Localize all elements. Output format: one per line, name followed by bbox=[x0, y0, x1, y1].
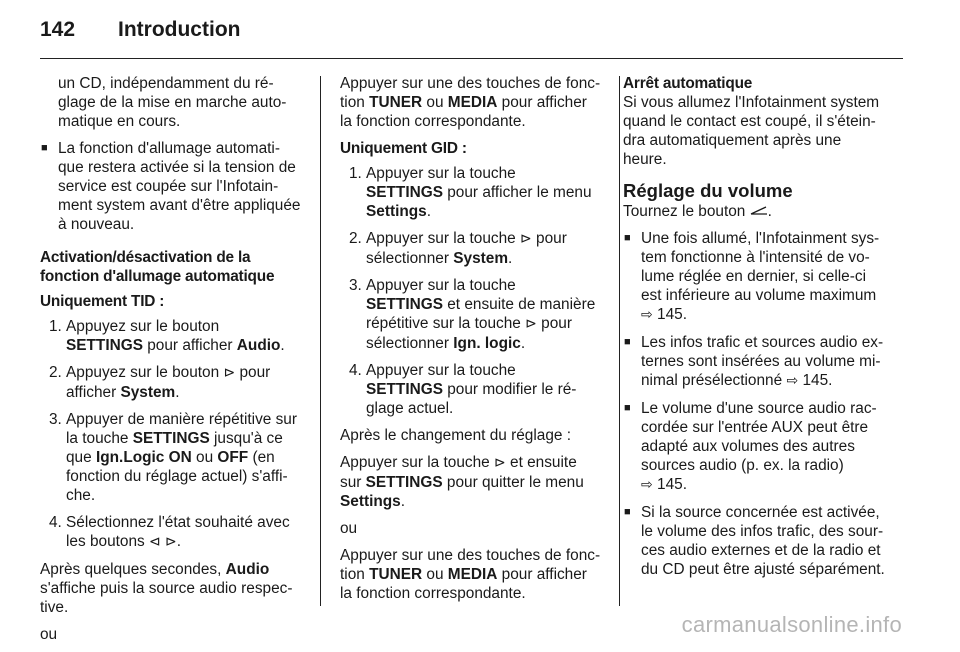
text: quand le contact est coupé, il s'étein- bbox=[623, 113, 876, 130]
text: Appuyez sur le bouton bbox=[66, 364, 224, 381]
text: nimal présélectionné bbox=[641, 372, 787, 389]
text-line: glage de la mise en marche auto- bbox=[58, 94, 287, 111]
text: Si vous allumez l'Infotainment system bbox=[623, 94, 880, 111]
text: . bbox=[175, 384, 180, 401]
text: . bbox=[520, 335, 526, 352]
paragraph: Après le changement du réglage : bbox=[340, 427, 572, 444]
keyword: Audio bbox=[236, 337, 281, 354]
paragraph: ou bbox=[340, 520, 358, 537]
text-line bbox=[66, 429, 308, 448]
page-title: Introduction bbox=[118, 18, 241, 41]
text-line: ces audio externes et de la radio et bbox=[641, 542, 881, 559]
text: sur bbox=[340, 474, 366, 491]
section-heading bbox=[40, 248, 308, 286]
text-line: que restera activée si la tension de bbox=[58, 159, 296, 176]
right-arrow-icon: ⊳ bbox=[223, 365, 236, 381]
keyword: SETTINGS bbox=[366, 381, 443, 398]
keyword: MEDIA bbox=[447, 566, 498, 583]
step-number: 4. bbox=[49, 514, 62, 531]
text-line bbox=[366, 295, 604, 314]
heading-line: fonction d'allumage automatique bbox=[40, 268, 275, 285]
column-divider-1 bbox=[320, 76, 321, 606]
step-number: 1. bbox=[49, 318, 62, 335]
text: Après quelques secondes, bbox=[40, 561, 226, 578]
text-line bbox=[641, 475, 905, 495]
column-divider-2 bbox=[619, 76, 620, 606]
right-arrow-icon: ⊳ bbox=[165, 534, 177, 550]
step-4 bbox=[340, 361, 604, 418]
step-number: 3. bbox=[49, 411, 62, 428]
text-line: ■ La fonction d'allumage automati- bbox=[58, 140, 280, 157]
keyword: Audio bbox=[225, 561, 270, 578]
paragraph bbox=[340, 74, 604, 131]
text: dra automatiquement après une bbox=[623, 132, 842, 149]
paragraph bbox=[340, 453, 604, 511]
text-line bbox=[66, 336, 308, 355]
volume-knob-icon bbox=[750, 203, 768, 220]
text: s'affiche puis la source audio respec- bbox=[40, 580, 293, 597]
text: ou bbox=[422, 94, 448, 111]
text: pour bbox=[531, 230, 567, 247]
text-line: Appuyez sur le bouton bbox=[66, 318, 220, 335]
page-number: 142 bbox=[40, 18, 76, 41]
text: . bbox=[280, 337, 285, 354]
text: . bbox=[176, 533, 182, 550]
text: ou bbox=[191, 449, 218, 466]
heading-line: Activation/désactivation de la bbox=[40, 249, 251, 266]
step-3 bbox=[40, 410, 308, 505]
page-reference[interactable]: 145. bbox=[657, 476, 687, 493]
text-line bbox=[66, 383, 308, 402]
text-line bbox=[641, 371, 905, 391]
text-line: ternes sont insérées au volume mi- bbox=[641, 353, 881, 370]
text-line bbox=[366, 249, 604, 268]
text-line: Appuyer sur la touche bbox=[366, 277, 516, 294]
text-line: le volume des infos trafic, des sour- bbox=[641, 523, 884, 540]
text: heure. bbox=[623, 151, 667, 168]
text-line bbox=[366, 314, 604, 334]
subheading: Uniquement TID : bbox=[40, 293, 165, 310]
keyword: TUNER bbox=[369, 94, 423, 111]
text: que bbox=[66, 449, 96, 466]
bullet-item bbox=[623, 399, 905, 495]
keyword: SETTINGS bbox=[365, 474, 443, 491]
bullet-item bbox=[623, 503, 905, 579]
text: Tournez le bouton bbox=[623, 203, 750, 220]
step-number: 2. bbox=[349, 230, 362, 247]
text: afficher bbox=[66, 384, 121, 401]
right-arrow-icon: ⊳ bbox=[494, 455, 506, 471]
text: et ensuite bbox=[505, 454, 577, 471]
step-number: 4. bbox=[349, 362, 362, 379]
text: . bbox=[400, 493, 405, 510]
left-arrow-icon: ⊲ bbox=[149, 534, 161, 550]
text-line: fonction du réglage actuel) s'affi- bbox=[66, 468, 288, 485]
keyword: Settings bbox=[366, 203, 427, 220]
keyword: System bbox=[453, 250, 509, 267]
step-1 bbox=[340, 164, 604, 221]
paragraph bbox=[340, 546, 604, 603]
text: Appuyer sur la touche bbox=[366, 230, 520, 247]
right-arrow-icon: ⊳ bbox=[520, 231, 532, 247]
text: pour bbox=[235, 364, 271, 381]
step-1 bbox=[40, 317, 308, 355]
text: sélectionner bbox=[366, 335, 454, 352]
text: pour afficher bbox=[497, 94, 587, 111]
text: . bbox=[508, 250, 513, 267]
text: tion bbox=[340, 566, 370, 583]
text: ou bbox=[422, 566, 448, 583]
text-line bbox=[366, 229, 604, 249]
text-line: adapté aux volumes des autres bbox=[641, 438, 855, 455]
page-reference-icon: ⇨ bbox=[786, 373, 799, 389]
keyword: SETTINGS bbox=[132, 430, 210, 447]
text: et ensuite de manière bbox=[442, 296, 596, 313]
subheading: Uniquement GID : bbox=[340, 140, 467, 157]
bullet-item bbox=[623, 333, 905, 391]
text: pour modifier le ré- bbox=[442, 381, 577, 398]
page-reference-icon: ⇨ bbox=[641, 477, 653, 493]
column-2 bbox=[340, 74, 604, 611]
keyword: Ign.Logic ON bbox=[95, 449, 192, 466]
text-line: du CD peut être ajusté séparément. bbox=[641, 561, 885, 578]
bullet-item bbox=[623, 229, 905, 325]
text-line: ■ Si la source concernée est activée, bbox=[641, 504, 880, 521]
text-line: un CD, indépendamment du ré- bbox=[58, 75, 274, 92]
text-line bbox=[366, 334, 604, 353]
paragraph bbox=[40, 560, 308, 617]
column-3 bbox=[623, 74, 905, 587]
text: Appuyer sur une des touches de fonc- bbox=[340, 547, 601, 564]
keyword: MEDIA bbox=[447, 94, 498, 111]
text-line: service est coupée sur l'Infotain- bbox=[58, 178, 279, 195]
text-line bbox=[366, 183, 604, 202]
text: pour afficher bbox=[142, 337, 237, 354]
text-line: Appuyer sur la touche bbox=[366, 165, 516, 182]
text: la touche bbox=[66, 430, 133, 447]
paragraph: ou bbox=[40, 626, 58, 643]
text: pour afficher le menu bbox=[442, 184, 592, 201]
step-number: 3. bbox=[349, 277, 362, 294]
text-line bbox=[66, 363, 308, 383]
text-line: ■ Une fois allumé, l'Infotainment sys- bbox=[641, 230, 880, 247]
text: pour afficher bbox=[497, 566, 587, 583]
text-line: à nouveau. bbox=[58, 216, 135, 233]
keyword: Ign. logic bbox=[453, 335, 521, 352]
text-line: Appuyer sur la touche bbox=[366, 362, 516, 379]
keyword: System bbox=[120, 384, 176, 401]
paragraph bbox=[40, 74, 308, 131]
text: . bbox=[426, 203, 431, 220]
text-line bbox=[366, 202, 604, 221]
text: Appuyer sur la touche bbox=[340, 454, 494, 471]
column-1 bbox=[40, 74, 308, 652]
right-arrow-icon: ⊳ bbox=[525, 316, 537, 332]
step-2 bbox=[340, 229, 604, 268]
page-reference-icon: ⇨ bbox=[641, 307, 653, 323]
text-line bbox=[66, 448, 308, 467]
step-3 bbox=[340, 276, 604, 353]
text: la fonction correspondante. bbox=[340, 585, 526, 602]
text-line bbox=[66, 532, 308, 552]
text: Appuyer sur une des touches de fonc- bbox=[340, 75, 601, 92]
step-number: 2. bbox=[49, 364, 62, 381]
text: pour quitter le menu bbox=[442, 474, 584, 491]
text: tion bbox=[340, 94, 370, 111]
text-line: lume réglée en dernier, si celle-ci bbox=[641, 268, 866, 285]
text-line: tem fonctionne à l'intensité de vo- bbox=[641, 249, 870, 266]
page-header bbox=[40, 18, 920, 58]
paragraph bbox=[623, 202, 905, 221]
text-line: ment system avant d'être appliquée bbox=[58, 197, 301, 214]
paragraph bbox=[623, 93, 905, 169]
text-line bbox=[641, 305, 905, 325]
text-line: sources audio (p. ex. la radio) bbox=[641, 457, 844, 474]
keyword: SETTINGS bbox=[366, 184, 443, 201]
text: pour bbox=[536, 315, 572, 332]
keyword: Settings bbox=[340, 493, 401, 510]
text-line: Sélectionnez l'état souhaité avec bbox=[66, 514, 290, 531]
text: tive. bbox=[40, 599, 69, 616]
step-number: 1. bbox=[349, 165, 362, 182]
section-title: Réglage du volume bbox=[623, 180, 793, 201]
text: jusqu'à ce bbox=[209, 430, 283, 447]
text: répétitive sur la touche bbox=[366, 315, 526, 332]
bullet-item bbox=[40, 139, 308, 234]
keyword: SETTINGS bbox=[366, 296, 443, 313]
text-line: ■ Le volume d'une source audio rac- bbox=[641, 400, 877, 417]
watermark: carmanualsonline.info bbox=[681, 612, 902, 637]
text-line: che. bbox=[66, 487, 96, 504]
text: . bbox=[767, 203, 772, 220]
step-2 bbox=[40, 363, 308, 402]
text-line: Appuyer de manière répétitive sur bbox=[66, 411, 297, 428]
text: les boutons bbox=[66, 533, 149, 550]
text: la fonction correspondante. bbox=[340, 113, 526, 130]
text-line: est inférieure au volume maximum bbox=[641, 287, 877, 304]
text-line: cordée sur l'entrée AUX peut être bbox=[641, 419, 869, 436]
page-reference[interactable]: 145. bbox=[657, 306, 687, 323]
header-rule bbox=[40, 58, 903, 59]
text-line bbox=[366, 380, 604, 399]
keyword: SETTINGS bbox=[66, 337, 143, 354]
section-heading: Arrêt automatique bbox=[623, 75, 753, 92]
step-4 bbox=[40, 513, 308, 552]
page-reference[interactable]: 145. bbox=[802, 372, 833, 389]
text-line: ■ Les infos trafic et sources audio ex- bbox=[641, 334, 884, 351]
keyword: TUNER bbox=[369, 566, 423, 583]
text-line: glage actuel. bbox=[366, 400, 454, 417]
text: (en bbox=[248, 449, 275, 466]
keyword: OFF bbox=[217, 449, 249, 466]
text: sélectionner bbox=[366, 250, 454, 267]
text-line: matique en cours. bbox=[58, 113, 181, 130]
